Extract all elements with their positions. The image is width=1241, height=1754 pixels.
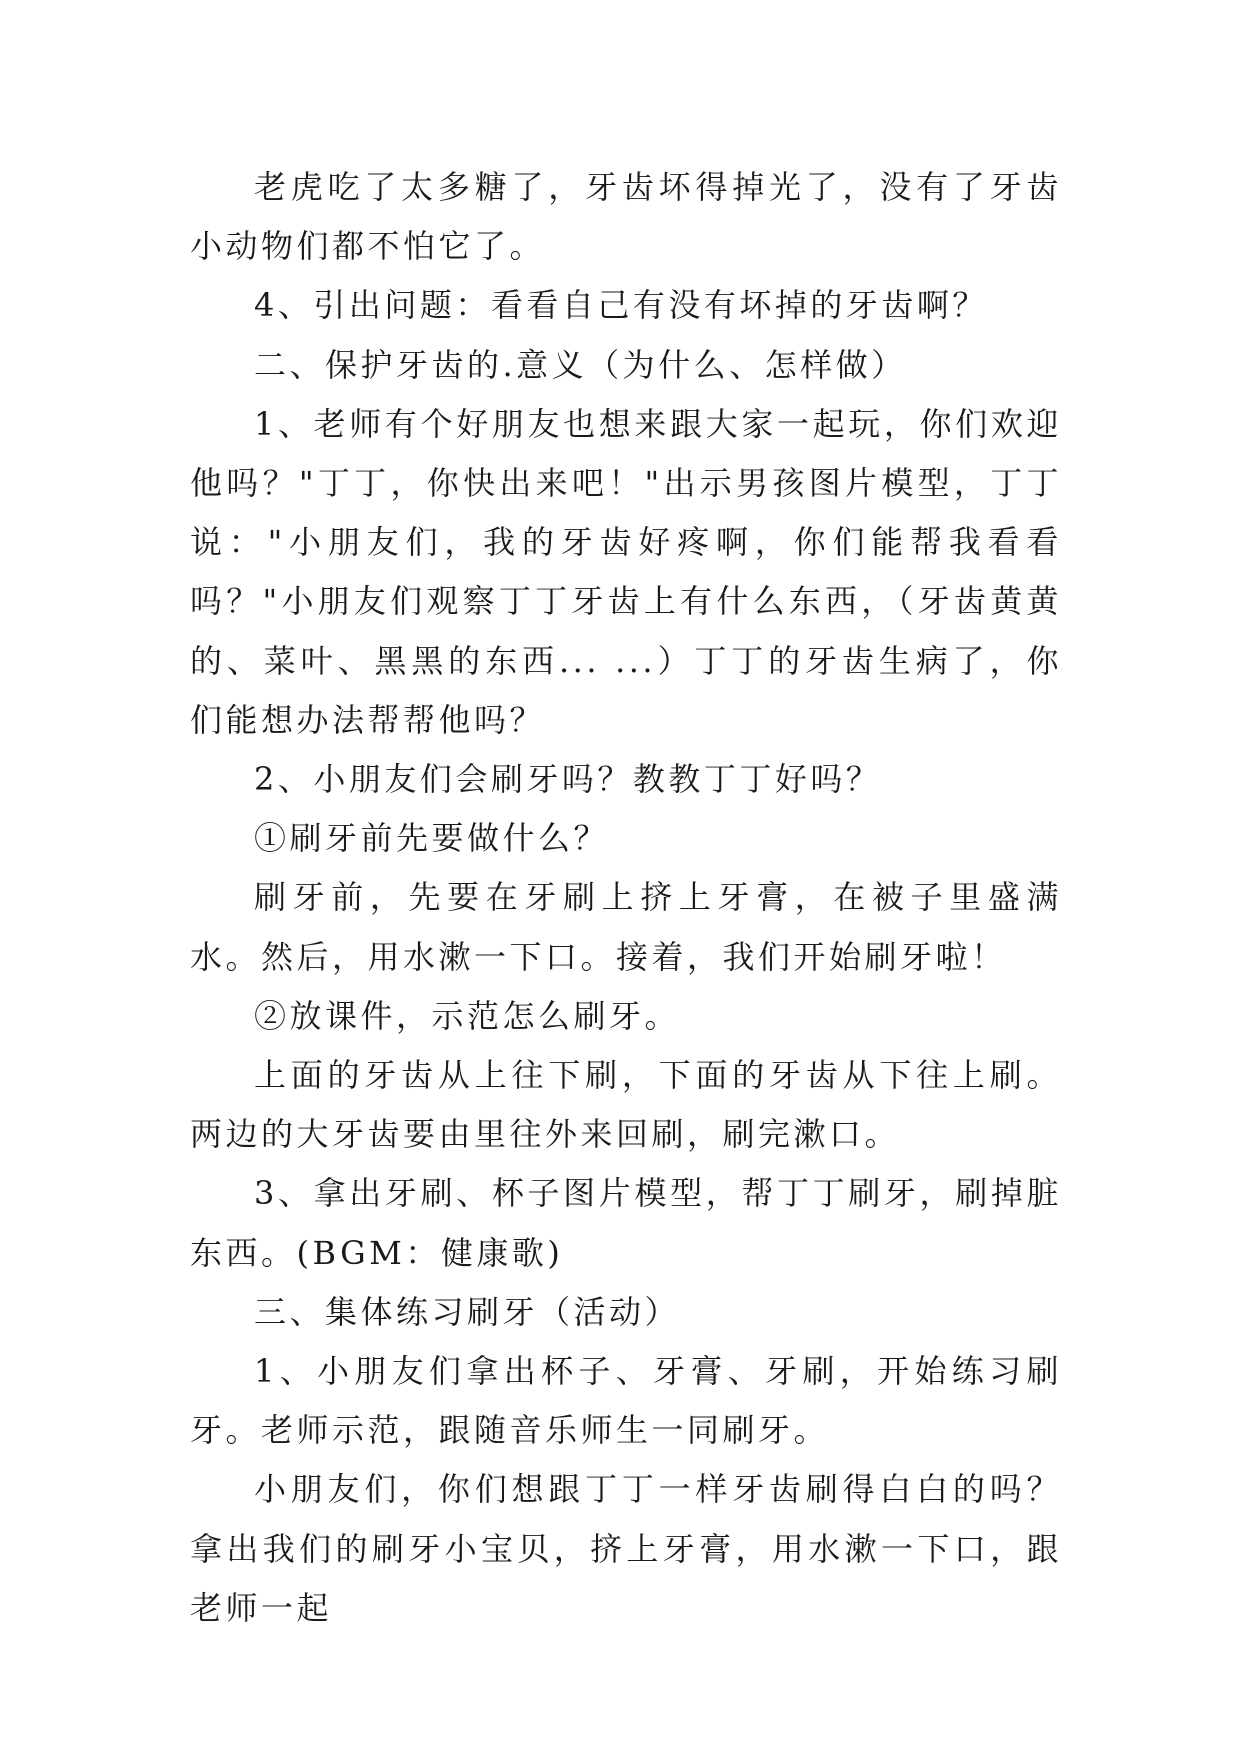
paragraph: 老虎吃了太多糖了，牙齿坏得掉光了，没有了牙齿小动物们都不怕它了。 (190, 168, 1062, 266)
section-heading: 二、保护牙齿的.意义（为什么、怎样做） (254, 345, 907, 384)
document-body (190, 158, 1062, 1638)
paragraph: 3、拿出牙刷、杯子图片模型，帮丁丁刷牙，刷掉脏东西。(BGM：健康歌) (190, 1174, 1062, 1272)
paragraph: ①刷牙前先要做什么？ (254, 819, 610, 858)
section-heading: 三、集体练习刷牙（活动） (254, 1292, 681, 1331)
paragraph: ②放课件，示范怎么刷牙。 (254, 996, 681, 1035)
paragraph: 1、小朋友们拿出杯子、牙膏、牙刷，开始练习刷牙。老师示范，跟随音乐师生一同刷牙。 (190, 1352, 1062, 1450)
paragraph: 小朋友们，你们想跟丁丁一样牙齿刷得白白的吗？拿出我们的刷牙小宝贝，挤上牙膏，用水漱一下口，跟老师一起 (190, 1470, 1062, 1627)
paragraph: 1、老师有个好朋友也想来跟大家一起玩，你们欢迎他吗？"丁丁，你快出来吧！"出示男孩图片模型，丁丁说："小朋友们，我的牙齿好疼啊，你们能帮我看看吗？"小朋友们观察丁丁牙齿上有什么东西，（牙齿黄黄的、菜叶、黑黑的东西... ...）丁丁的牙齿生病了，你们能想办法帮帮他吗？ (190, 404, 1062, 739)
paragraph: 2、小朋友们会刷牙吗？教教丁丁好吗？ (254, 760, 882, 799)
paragraph: 刷牙前，先要在牙刷上挤上牙膏，在被子里盛满水。然后，用水漱一下口。接着，我们开始刷牙啦！ (190, 878, 1062, 976)
paragraph: 4、引出问题：看看自己有没有坏掉的牙齿啊？ (254, 286, 988, 325)
paragraph: 上面的牙齿从上往下刷，下面的牙齿从下往上刷。两边的大牙齿要由里往外来回刷，刷完漱口。 (190, 1056, 1062, 1154)
